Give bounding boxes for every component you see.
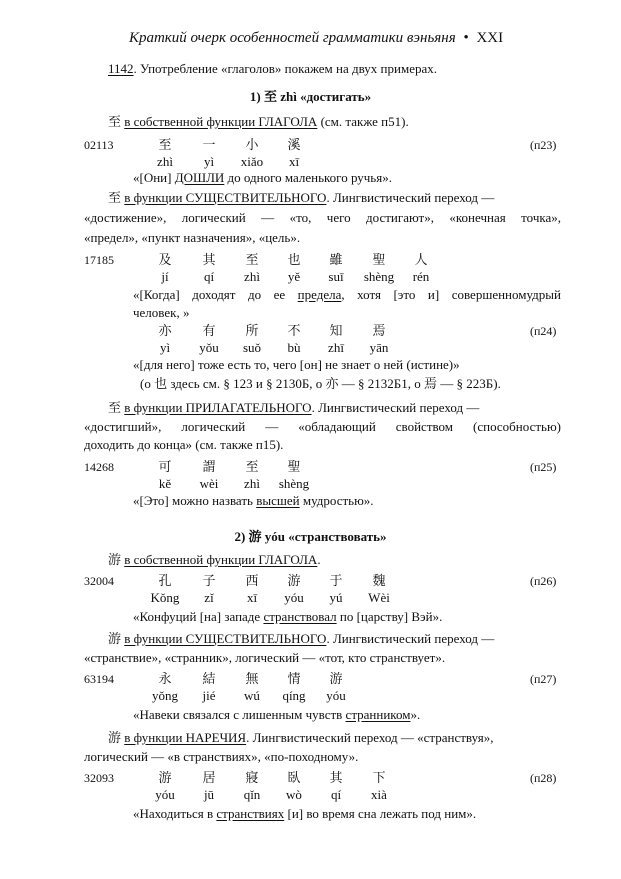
s1-noun-lead: в функции СУЩЕСТВИТЕЛЬНОГО	[124, 190, 327, 205]
header-title: Краткий очерк особенностей грамматики вэньяня	[129, 30, 456, 46]
s1-ex2-translation2: «[для него] тоже есть то, чего [он] не знает о ней (истине)»	[133, 357, 460, 372]
s2-ex2-char: 無	[245, 671, 259, 686]
s1-ex2-pinyin2: zhī	[328, 340, 344, 355]
s1-ex1-pinyin: zhì	[157, 154, 173, 169]
translation-part: «Находиться в	[133, 806, 217, 821]
s1-ex2-char: 聖	[372, 252, 386, 267]
s1-ex1-char: 一	[202, 137, 216, 152]
s2-adv-line2: логический — «в странствиях», «по-походному».	[84, 749, 359, 764]
s2-ex2-pinyin: qíng	[282, 688, 306, 703]
s2-ex3-pinyin: wò	[286, 787, 302, 802]
translation-underlined: странствовал	[263, 609, 337, 624]
s2-ex2-pinyin: yǒng	[152, 688, 178, 703]
s2-ex2-pinyin: jié	[202, 688, 216, 703]
header-bullet: •	[463, 30, 469, 46]
section2-heading: 2) 游 yóu «странствовать»	[234, 529, 387, 544]
s1-ex2-pinyin2: yān	[369, 340, 389, 355]
s1-verb-lead: в собственной функции ГЛАГОЛА	[124, 114, 318, 129]
s1-adj-line1	[108, 401, 479, 414]
s1-ex2-char: 也	[287, 252, 301, 267]
s1-ex2-char2: 不	[287, 323, 301, 338]
translation-part: по [царству] Вэй».	[336, 609, 443, 624]
intro-text: . Употребление «глаголов» покажем на двух примерах.	[133, 61, 437, 76]
s2-ex1-char: 子	[202, 573, 216, 588]
s1-ex2-char: 人	[414, 252, 428, 267]
s1-ex2-pinyin2: yì	[159, 340, 171, 355]
s1-ex2-code: 17185	[84, 253, 114, 267]
s1-adj-char: 至	[108, 400, 122, 415]
s2-ex3-char: 下	[372, 770, 386, 785]
s2-ex1-ref: (п26)	[530, 574, 557, 588]
s2-ex2-char: 結	[202, 671, 216, 686]
s1-ex2-char2: 知	[329, 323, 343, 338]
s1-ex3-pinyin: kě	[158, 476, 172, 491]
s1-adj-line3: доходить до конца» (см. также п15).	[84, 437, 284, 452]
s1-ex2-char2: 所	[245, 323, 259, 338]
s2-ex1-char: 孔	[158, 573, 172, 588]
s2-ex1-pinyin: yú	[329, 590, 343, 605]
s1-noun-line1-text: . Лингвистический переход —	[326, 190, 495, 205]
s1-verb-char: 至	[108, 114, 122, 129]
s1-ex2-pinyin: yě	[287, 269, 301, 284]
translation-part: мудростью».	[299, 493, 374, 508]
s1-ex1-char: 溪	[287, 137, 301, 152]
s1-ex1-char: 至	[158, 137, 172, 152]
s1-ex3-pinyin: zhì	[244, 476, 260, 491]
s2-ex1-pinyin: xī	[246, 590, 258, 605]
s2-ex3-pinyin: qí	[330, 787, 342, 802]
s1-ex2-pinyin: rén	[412, 269, 430, 284]
s2-ex1-char: 西	[245, 573, 259, 588]
s2-ex3-char: 游	[158, 770, 172, 785]
s1-ex2-char: 雖	[329, 252, 343, 267]
s1-noun-line1	[108, 191, 561, 204]
translation-part: [и] во время сна лежать под ним».	[284, 806, 477, 821]
s2-ex3-translation	[133, 807, 476, 820]
running-header	[129, 31, 503, 46]
s1-ex3-char: 謂	[202, 459, 216, 474]
s1-ex3-pinyin: wèi	[199, 476, 219, 491]
s2-verb-lead: в собственной функции ГЛАГОЛА	[124, 552, 318, 567]
s1-ex2-note: (о 也 здесь см. § 123 и § 2130Б, о 亦 — § 2132Б1, о 焉 — § 223Б).	[140, 376, 501, 391]
translation-underlined: странствиях	[216, 806, 285, 821]
s1-ex1-translation	[133, 171, 392, 184]
translation-underlined: ДОШЛИ	[174, 170, 225, 185]
s2-ex1-translation	[133, 610, 442, 623]
s2-verb-rest: .	[317, 552, 321, 567]
s2-ex2-translation	[133, 708, 420, 721]
translation-underlined: странником	[345, 707, 411, 722]
s2-ex1-code: 32004	[84, 574, 114, 588]
s1-verb-rest: (см. также п51).	[317, 114, 409, 129]
s2-ex3-char: 寢	[245, 770, 259, 785]
s1-ex2-pinyin2: bù	[287, 340, 301, 355]
translation-part: «[Это] можно назвать	[133, 493, 257, 508]
s1-ex1-ref: (п23)	[530, 138, 557, 152]
s2-ex3-ref: (п28)	[530, 771, 557, 785]
s1-ex3-char: 至	[245, 459, 259, 474]
s2-ex1-char: 游	[287, 573, 301, 588]
s1-noun-char: 至	[108, 190, 122, 205]
s1-ex2-pinyin: zhì	[244, 269, 260, 284]
s2-ex2-code: 63194	[84, 672, 114, 686]
s2-noun-line1	[108, 632, 494, 645]
s2-ex1-char: 于	[329, 573, 343, 588]
s2-ex3-pinyin: xià	[371, 787, 387, 802]
s1-adj-line2: «достигший», логический — «обладающий свойством (способностью)	[84, 419, 561, 434]
s2-ex3-char: 居	[202, 770, 216, 785]
s1-ex2-pinyin: jí	[161, 269, 169, 284]
intro-paragraph	[108, 62, 437, 75]
s2-ex3-pinyin: yóu	[155, 787, 175, 802]
s1-ex2-char2: 有	[202, 323, 216, 338]
s1-ex3-code: 14268	[84, 460, 114, 474]
s2-ex3-code: 32093	[84, 771, 114, 785]
s1-ex2-pinyin: shèng	[363, 269, 395, 284]
translation-underlined: высшей	[256, 493, 300, 508]
s1-ex2-char: 至	[245, 252, 259, 267]
page-number: XXI	[476, 30, 504, 46]
s2-ex1-pinyin: Wèi	[368, 590, 390, 605]
s1-ex1-pinyin: xī	[288, 154, 300, 169]
s2-ex2-char: 游	[329, 671, 343, 686]
translation-part: «Навеки связался с лишенным чувств	[133, 707, 346, 722]
s2-adv-line1	[108, 731, 494, 744]
s1-ex2-char: 及	[158, 252, 172, 267]
s1-ex2-ref: (п24)	[530, 324, 557, 338]
s1-ex1-pinyin: yì	[203, 154, 215, 169]
s2-ex2-pinyin: wú	[244, 688, 260, 703]
s2-ex3-char: 臥	[287, 770, 301, 785]
translation-part: «[Они]	[133, 170, 175, 185]
translation-part: «[Когда] доходят до ее	[133, 287, 298, 302]
s2-ex2-char: 永	[158, 671, 172, 686]
s2-ex3-pinyin: jū	[203, 787, 215, 802]
s2-ex2-ref: (п27)	[530, 672, 557, 686]
translation-part: до одного маленького ручья».	[224, 170, 392, 185]
s1-ex2-char: 其	[202, 252, 216, 267]
s1-ex1-char: 小	[245, 137, 259, 152]
s2-ex1-pinyin: Kǒng	[150, 590, 180, 605]
s2-ex1-pinyin: yóu	[284, 590, 304, 605]
s1-ex2-translation	[133, 288, 561, 301]
s2-ex2-pinyin: yóu	[326, 688, 346, 703]
translation-part: «Конфуций [на] западе	[133, 609, 264, 624]
s1-ex2-pinyin: suī	[328, 269, 344, 284]
s1-ex3-char: 聖	[287, 459, 301, 474]
s1-ex2-pinyin2: yǒu	[199, 340, 219, 355]
s1-ex2-translation-cont: человек, »	[133, 305, 190, 320]
s1-adj-lead: в функции ПРИЛАГАТЕЛЬНОГО	[124, 400, 312, 415]
s2-verb-char: 游	[108, 552, 122, 567]
s1-noun-line3: «предел», «пункт назначения», «цель».	[84, 230, 301, 245]
s1-ex2-pinyin: qí	[203, 269, 215, 284]
s1-ex1-code: 02113	[84, 138, 114, 152]
translation-part: , хотя [это и] совершенномудрый	[341, 287, 561, 302]
s1-ex2-pinyin2: suǒ	[242, 340, 262, 355]
s2-ex3-char: 其	[329, 770, 343, 785]
s2-noun-line1-text: . Лингвистический переход —	[326, 631, 495, 646]
s2-adv-char: 游	[108, 730, 122, 745]
s1-noun-line2: «достижение», логический — «то, чего достигают», «конечная точка»,	[84, 210, 561, 225]
s2-noun-lead: в функции СУЩЕСТВИТЕЛЬНОГО	[124, 631, 327, 646]
s2-ex1-char: 魏	[372, 573, 386, 588]
s2-ex3-pinyin: qǐn	[243, 787, 261, 802]
translation-underlined: предела	[297, 287, 342, 302]
s1-ex3-translation	[133, 494, 374, 507]
s1-ex3-ref: (п25)	[530, 460, 557, 474]
s1-adj-line1-text: . Лингвистический переход —	[311, 400, 480, 415]
s1-ex2-char2: 亦	[158, 323, 172, 338]
s2-noun-char: 游	[108, 631, 122, 646]
s1-ex3-pinyin: shèng	[278, 476, 310, 491]
s1-verb-paragraph	[108, 115, 409, 128]
s2-verb-paragraph	[108, 553, 321, 566]
s2-adv-line1-text: . Лингвистический переход — «странствуя»,	[246, 730, 494, 745]
s2-noun-line2: «странствие», «странник», логический — «тот, кто странствует».	[84, 650, 446, 665]
s1-ex1-pinyin: xiǎo	[240, 154, 264, 169]
section1-heading: 1) 至 zhì «достигать»	[249, 89, 372, 104]
s2-adv-lead: в функции НАРЕЧИЯ	[124, 730, 247, 745]
s2-ex2-char: 情	[287, 671, 301, 686]
s1-ex2-char2: 焉	[372, 323, 386, 338]
section-ref: 1142	[108, 61, 134, 76]
s1-ex3-char: 可	[158, 459, 172, 474]
translation-part: ».	[410, 707, 421, 722]
s2-ex1-pinyin: zǐ	[204, 590, 214, 605]
